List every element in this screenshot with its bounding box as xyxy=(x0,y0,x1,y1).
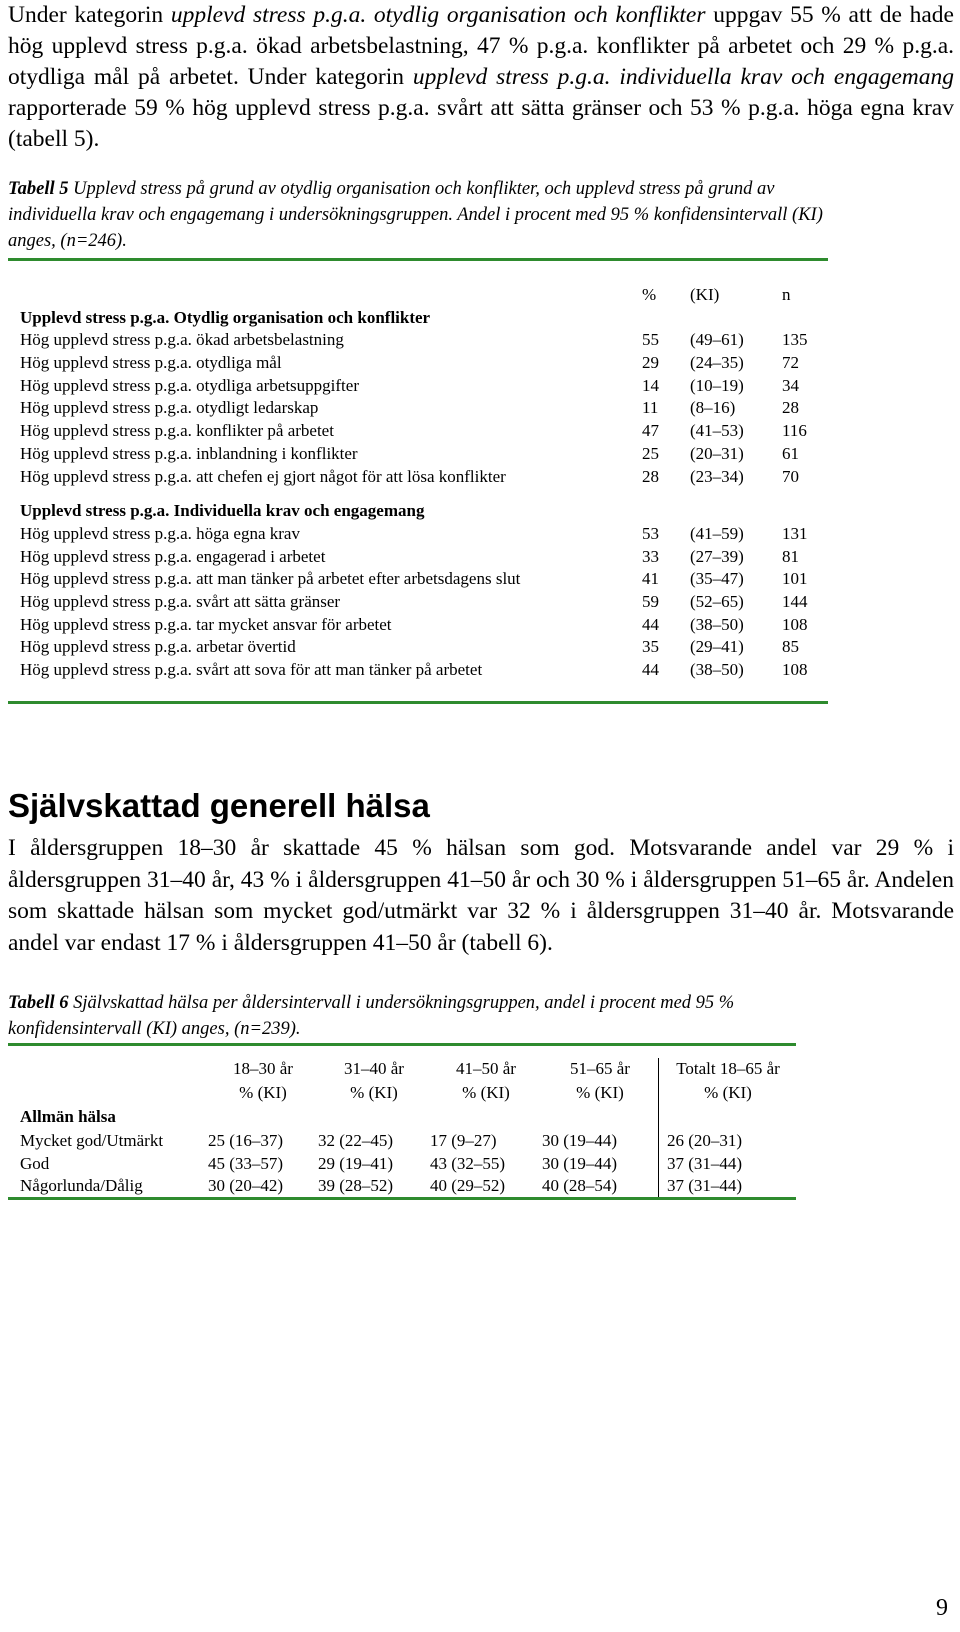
table5-header-row xyxy=(20,284,820,307)
row-pct: 59 xyxy=(642,591,659,611)
row-n: 85 xyxy=(782,637,799,657)
table6-section-row xyxy=(20,1106,797,1130)
table5-col-n: n xyxy=(782,285,791,304)
row-label: Hög upplevd stress p.g.a. svårt att sova för att man tänker på arbetet xyxy=(20,660,483,679)
row-label: Hög upplevd stress p.g.a. otydliga mål xyxy=(20,353,282,373)
row-ki: (8–16) xyxy=(690,398,736,418)
row-label: God xyxy=(20,1153,50,1173)
row-label: Hög upplevd stress p.g.a. konflikter på arbetet xyxy=(20,421,334,441)
table5-col-ki: (KI) xyxy=(690,285,720,304)
table6-subheader-row xyxy=(20,1082,797,1106)
row-ki: (29–41) xyxy=(690,637,744,657)
table-row xyxy=(20,546,820,569)
row-n: 135 xyxy=(782,330,808,350)
table5-section2-row xyxy=(20,500,820,523)
row-label: Hög upplevd stress p.g.a. att man tänker på arbetet efter arbetsdagens slut xyxy=(20,569,521,589)
table6-col-sub: % (KI) xyxy=(462,1083,510,1102)
table-row xyxy=(20,1175,797,1198)
row-ki: (38–50) xyxy=(690,614,744,634)
row-value: 39 (28–52) xyxy=(318,1176,394,1195)
row-pct: 33 xyxy=(642,546,659,566)
table5-caption xyxy=(8,176,828,254)
table-row xyxy=(20,1153,797,1176)
table-row xyxy=(20,352,820,375)
table6-col-group: 41–50 år xyxy=(456,1059,516,1078)
row-value: 17 (9–27) xyxy=(430,1131,497,1150)
table6-col-group: 31–40 år xyxy=(344,1059,404,1078)
row-pct: 28 xyxy=(642,466,659,486)
table6-col-sub: % (KI) xyxy=(576,1083,624,1102)
table6-top-rule xyxy=(8,1043,796,1046)
row-pct: 35 xyxy=(642,637,659,657)
row-value: 40 (29–52) xyxy=(430,1176,506,1195)
table5-caption-text: Upplevd stress på grund av otydlig organisation och konflikter, och upplevd stress på grund av individuella krav och engagemang i undersökningsgruppen. Andel i procent med 95 % konfidensintervall (KI) anges, (n=246). xyxy=(8,179,823,251)
table5-section1-title: Upplevd stress p.g.a. Otydlig organisation och konflikter xyxy=(20,307,431,327)
row-ki: (41–59) xyxy=(690,523,744,543)
row-pct: 14 xyxy=(642,375,659,395)
row-pct: 41 xyxy=(642,569,659,589)
row-value: 40 (28–54) xyxy=(542,1176,618,1195)
table5 xyxy=(20,284,820,682)
row-pct: 53 xyxy=(642,523,659,543)
row-n: 116 xyxy=(782,421,807,441)
intro-text-1: Under kategorin xyxy=(8,2,171,28)
row-label: Mycket god/Utmärkt xyxy=(20,1131,164,1150)
table-row xyxy=(20,591,820,614)
table6-col-sub: % (KI) xyxy=(350,1083,398,1102)
row-label: Hög upplevd stress p.g.a. tar mycket ansvar för arbetet xyxy=(20,614,392,634)
row-label: Hög upplevd stress p.g.a. svårt att sätta gränser xyxy=(20,591,341,611)
table6-header-row xyxy=(20,1058,797,1082)
row-ki: (38–50) xyxy=(690,660,744,679)
row-ki: (49–61) xyxy=(690,330,744,350)
row-value: 45 (33–57) xyxy=(208,1153,284,1173)
row-value: 25 (16–37) xyxy=(208,1131,284,1150)
row-label: Hög upplevd stress p.g.a. ökad arbetsbelastning xyxy=(20,330,344,350)
row-n: 131 xyxy=(782,523,808,543)
intro-paragraph xyxy=(8,0,954,155)
row-n: 61 xyxy=(782,443,799,463)
row-ki: (10–19) xyxy=(690,375,744,395)
row-pct: 55 xyxy=(642,330,659,350)
row-n: 70 xyxy=(782,466,799,486)
row-label: Hög upplevd stress p.g.a. att chefen ej gjort något för att lösa konflikter xyxy=(20,466,506,486)
row-ki: (52–65) xyxy=(690,591,744,611)
row-label: Hög upplevd stress p.g.a. engagerad i arbetet xyxy=(20,546,326,566)
row-pct: 25 xyxy=(642,443,659,463)
table-row xyxy=(20,636,820,659)
row-pct: 44 xyxy=(642,660,659,679)
page-number: 9 xyxy=(936,1595,948,1621)
table-row xyxy=(20,329,820,352)
row-label: Någorlunda/Dålig xyxy=(20,1176,143,1195)
row-ki: (23–34) xyxy=(690,466,744,486)
table6-col-sub: % (KI) xyxy=(659,1082,798,1106)
row-n: 144 xyxy=(782,591,808,611)
row-ki: (24–35) xyxy=(690,353,744,373)
table6 xyxy=(20,1058,797,1198)
section-heading: Självskattad generell hälsa xyxy=(8,787,430,824)
table5-col-pct: % xyxy=(642,285,657,304)
table-row xyxy=(20,568,820,591)
table-row xyxy=(20,443,820,466)
table5-bottom-rule xyxy=(8,701,828,704)
row-value: 30 (20–42) xyxy=(208,1176,284,1195)
table5-spacer-row xyxy=(20,488,820,500)
table6-caption-label: Tabell 6 xyxy=(8,993,69,1013)
intro-category-2: upplevd stress p.g.a. individuella krav och engagemang xyxy=(412,64,954,90)
table-row xyxy=(20,420,820,443)
row-value: 32 (22–45) xyxy=(318,1131,394,1150)
table6-col-group: Totalt 18–65 år xyxy=(659,1058,798,1082)
table5-section1-row xyxy=(20,307,820,330)
section-paragraph: I åldersgruppen 18–30 år skattade 45 % hälsan som god. Motsvarande andel var 29 % i åldersgruppen 31–40 år, 43 % i åldersgruppen 41–50 år och 30 % i åldersgruppen 51–65 år. Andelen som skattade hälsan som mycket god/utmärkt var 32 % i åldersgruppen 31–40 år. Motsvarande andel var endast 17 % i åldersgruppen 41–50 år (tabell 6). xyxy=(8,835,954,956)
row-label: Hög upplevd stress p.g.a. höga egna krav xyxy=(20,523,300,543)
row-value: 30 (19–44) xyxy=(542,1131,618,1150)
intro-text-2: uppgav 55 % att de hade hög upplevd stress p.g.a. ökad arbetsbelastning, 47 % p.g.a. konflikter på arbetet och 29 % p.g.a. otydliga mål på arbetet. Under kategorin xyxy=(8,2,954,90)
table6-col-group: 18–30 år xyxy=(233,1059,293,1078)
row-pct: 44 xyxy=(642,614,659,634)
intro-text-3: rapporterade 59 % hög upplevd stress p.g.a. svårt att sätta gränser och 53 % p.g.a. höga egna krav (tabell 5). xyxy=(8,95,954,152)
table-row xyxy=(20,397,820,420)
row-value: 37 (31–44) xyxy=(659,1153,798,1176)
table-row xyxy=(20,375,820,398)
row-ki: (35–47) xyxy=(690,569,744,589)
row-n: 101 xyxy=(782,569,808,589)
row-ki: (20–31) xyxy=(690,443,744,463)
table-row xyxy=(20,466,820,489)
row-n: 28 xyxy=(782,398,799,418)
table-row xyxy=(20,659,820,682)
row-label: Hög upplevd stress p.g.a. arbetar övertid xyxy=(20,637,296,657)
row-label: Hög upplevd stress p.g.a. inblandning i konflikter xyxy=(20,443,358,463)
row-ki: (41–53) xyxy=(690,421,744,441)
row-pct: 47 xyxy=(642,421,659,441)
row-value: 43 (32–55) xyxy=(430,1153,506,1173)
row-value: 26 (20–31) xyxy=(659,1130,798,1153)
table-row xyxy=(20,614,820,637)
row-label: Hög upplevd stress p.g.a. otydligt ledarskap xyxy=(20,398,319,418)
row-ki: (27–39) xyxy=(690,546,744,566)
row-n: 34 xyxy=(782,375,799,395)
row-value: 37 (31–44) xyxy=(659,1175,798,1198)
row-pct: 11 xyxy=(642,398,659,418)
row-value: 30 (19–44) xyxy=(542,1153,618,1173)
row-label: Hög upplevd stress p.g.a. otydliga arbetsuppgifter xyxy=(20,375,359,395)
table-row xyxy=(20,1130,797,1153)
table6-col-group: 51–65 år xyxy=(570,1059,630,1078)
row-n: 108 xyxy=(782,660,808,679)
table6-caption-text: Självskattad hälsa per åldersintervall i undersökningsgruppen, andel i procent med 95 % konfidensintervall (KI) anges, (n=239). xyxy=(8,993,735,1039)
table5-top-rule xyxy=(8,258,828,261)
table5-caption-label: Tabell 5 xyxy=(8,179,69,199)
table6-caption xyxy=(8,990,808,1042)
row-value: 29 (19–41) xyxy=(318,1153,394,1173)
row-n: 108 xyxy=(782,614,808,634)
table5-section2-title: Upplevd stress p.g.a. Individuella krav och engagemang xyxy=(20,501,425,521)
table-row xyxy=(20,523,820,546)
row-n: 81 xyxy=(782,546,799,566)
table6-section-title: Allmän hälsa xyxy=(20,1107,116,1126)
table6-bottom-rule xyxy=(8,1197,796,1200)
row-n: 72 xyxy=(782,353,799,373)
row-pct: 29 xyxy=(642,353,659,373)
table6-col-sub: % (KI) xyxy=(239,1083,287,1102)
intro-category-1: upplevd stress p.g.a. otydlig organisation och konflikter xyxy=(170,2,706,28)
